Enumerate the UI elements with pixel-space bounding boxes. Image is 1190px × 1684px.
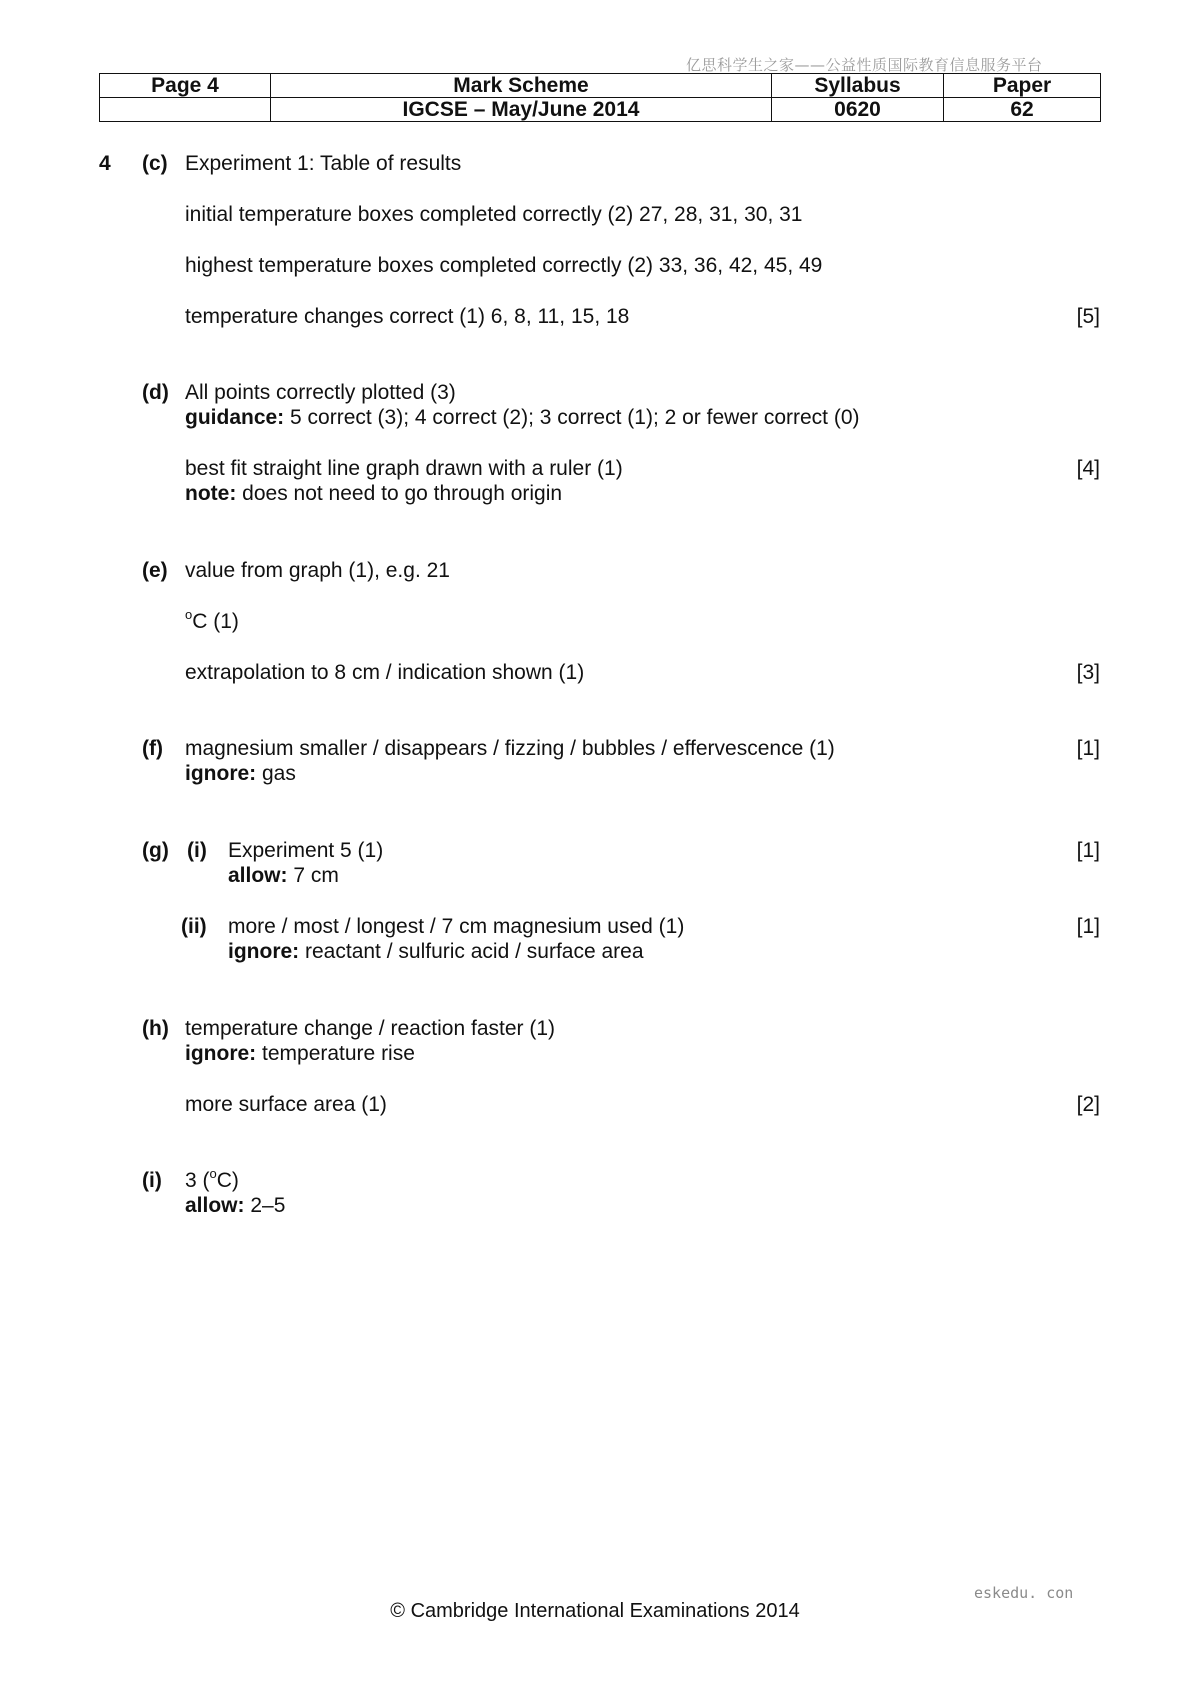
allow-label: allow: xyxy=(185,1194,245,1217)
header-title: Mark Scheme xyxy=(271,74,772,98)
header-syllabus-code: 0620 xyxy=(772,98,944,122)
part-d-note xyxy=(185,482,562,506)
part-h-line1: temperature change / reaction faster (1) xyxy=(185,1017,556,1040)
part-e-line2 xyxy=(185,607,239,634)
guidance-label: guidance: xyxy=(185,406,285,429)
part-f-mark: [1] xyxy=(1076,737,1100,760)
part-e-line2-text: C (1) xyxy=(192,610,239,633)
part-g-i-label: (i) xyxy=(187,839,207,862)
part-i-label: (i) xyxy=(142,1169,162,1192)
allow-text: 2–5 xyxy=(244,1194,286,1217)
header-paper-label: Paper xyxy=(944,74,1101,98)
part-d-line1: All points correctly plotted (3) xyxy=(185,381,456,404)
part-e-mark: [3] xyxy=(1076,661,1100,684)
part-e-line3: extrapolation to 8 cm / indication shown (1) xyxy=(185,661,585,684)
part-g-ii-ignore xyxy=(228,940,644,964)
part-g-label: (g) xyxy=(142,839,169,862)
part-g-i-mark: [1] xyxy=(1076,839,1100,862)
part-c-line3: temperature changes correct (1) 6, 8, 11, 15, 18 xyxy=(185,305,630,328)
part-g-i-line1: Experiment 5 (1) xyxy=(228,839,384,862)
part-d-mark: [4] xyxy=(1076,457,1100,480)
allow-label: allow: xyxy=(228,864,288,887)
part-e-label: (e) xyxy=(142,559,168,582)
part-i-value-prefix: 3 ( xyxy=(185,1169,210,1192)
header-syllabus-label: Syllabus xyxy=(772,74,944,98)
header-exam: IGCSE – May/June 2014 xyxy=(271,98,772,122)
part-f-label: (f) xyxy=(142,737,163,760)
ignore-text: temperature rise xyxy=(256,1042,415,1065)
part-e-line1: value from graph (1), e.g. 21 xyxy=(185,559,450,582)
part-d-guidance xyxy=(185,406,860,430)
degree-symbol: o xyxy=(185,607,193,622)
ignore-label: ignore: xyxy=(185,762,257,785)
ignore-text: reactant / sulfuric acid / surface area xyxy=(299,940,644,963)
part-c-label: (c) xyxy=(142,152,168,175)
header-empty-cell xyxy=(100,98,271,122)
allow-text: 7 cm xyxy=(287,864,339,887)
note-label: note: xyxy=(185,482,237,505)
part-g-i-allow xyxy=(228,864,339,888)
footer-copyright: © Cambridge International Examinations 2014 xyxy=(390,1600,800,1622)
part-i-value-suffix: C) xyxy=(216,1169,239,1192)
part-c-title: Experiment 1: Table of results xyxy=(185,152,462,175)
part-c-line2: highest temperature boxes completed correctly (2) 33, 36, 42, 45, 49 xyxy=(185,254,823,277)
part-d-label: (d) xyxy=(142,381,169,404)
part-c-line1: initial temperature boxes completed correctly (2) 27, 28, 31, 30, 31 xyxy=(185,203,803,226)
part-g-ii-line1: more / most / longest / 7 cm magnesium used (1) xyxy=(228,915,685,938)
ignore-label: ignore: xyxy=(228,940,300,963)
question-number: 4 xyxy=(99,152,111,175)
part-h-label: (h) xyxy=(142,1017,169,1040)
part-h-line3: more surface area (1) xyxy=(185,1093,387,1116)
header-paper-number: 62 xyxy=(944,98,1101,122)
part-i-allow xyxy=(185,1194,285,1218)
part-f-line1: magnesium smaller / disappears / fizzing / bubbles / effervescence (1) xyxy=(185,737,835,760)
part-g-ii-mark: [1] xyxy=(1076,915,1100,938)
guidance-text: 5 correct (3); 4 correct (2); 3 correct (1); 2 or fewer correct (0) xyxy=(284,406,860,429)
watermark-bottom: eskedu. con xyxy=(974,1584,1074,1602)
part-g-ii-label: (ii) xyxy=(181,915,207,938)
part-d-line3: best fit straight line graph drawn with a ruler (1) xyxy=(185,457,623,480)
part-i-value xyxy=(185,1166,239,1193)
degree-symbol: o xyxy=(209,1166,217,1181)
part-c-mark: [5] xyxy=(1076,305,1100,328)
ignore-label: ignore: xyxy=(185,1042,257,1065)
part-h-ignore xyxy=(185,1042,415,1066)
header-page: Page 4 xyxy=(100,74,271,98)
part-f-ignore xyxy=(185,762,296,786)
ignore-text: gas xyxy=(256,762,296,785)
watermark-top: 亿思科学生之家——公益性质国际教育信息服务平台 xyxy=(686,56,1043,74)
part-h-mark: [2] xyxy=(1076,1093,1100,1116)
note-text: does not need to go through origin xyxy=(236,482,563,505)
header-table xyxy=(99,73,1101,122)
